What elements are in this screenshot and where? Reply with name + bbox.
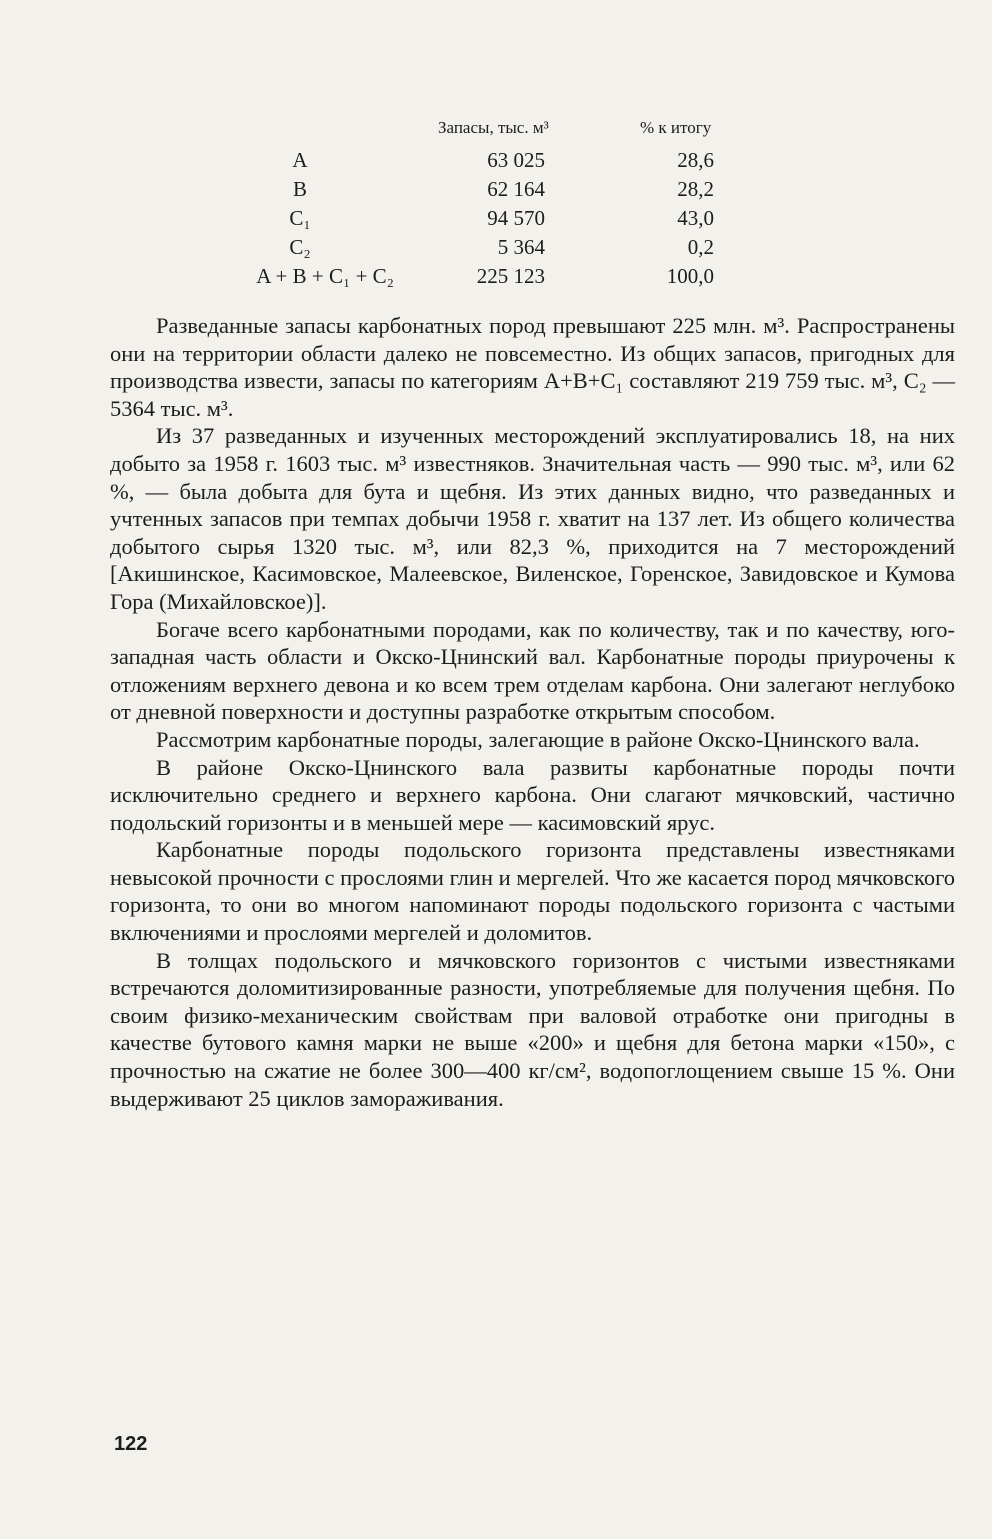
body-text xyxy=(110,312,955,1112)
percent-cell: 100,0 xyxy=(666,264,714,288)
paragraph: В районе Окско-Цнинского вала развиты карбонатные породы почти исключительно среднего и верхнего карбона. Они слагают мячковский, частично подольский горизонты и в меньшей мере — касимовский ярус. xyxy=(110,754,955,835)
paragraph: Богаче всего карбонатными породами, как по количеству, так и по качеству, юго-западная часть области и Окско-Цнинский вал. Карбонатные породы приурочены к отложениям верхнего девона и ко всем трем отделам карбона. Они залегают неглубоко от дневной поверхности и доступны разработке открытым способом. xyxy=(110,616,955,725)
percent-cell: 0,2 xyxy=(687,235,714,259)
reserves-cell: 225 123 xyxy=(476,264,545,288)
percent-cell: 28,6 xyxy=(677,148,714,172)
reserves-cell: 63 025 xyxy=(487,148,545,172)
page-number: 122 xyxy=(114,1433,148,1455)
category-cell: C₂ xyxy=(289,235,311,259)
reserves-cell: 62 164 xyxy=(487,177,545,201)
category-cell: A + B + C₁ + C₂ xyxy=(256,264,394,288)
percent-cell: 28,2 xyxy=(677,177,714,201)
paragraph: В толщах подольского и мячковского горизонтов с чистыми известняками встречаются доломитизированные разности, употребляемые для получения щебня. По своим физико-механическим свойствам при валовой отработке они пригодны в качестве бутового камня марки не выше «200» и щебня для бетона марки «150», с прочностью на сжатие не более 300—400 кг/см², водопоглощением свыше 15 %. Они выдерживают 25 циклов замораживания. xyxy=(110,947,955,1111)
category-cell: B xyxy=(292,177,307,201)
column-header-percent: % к итогу xyxy=(640,118,712,137)
paragraph: Из 37 разведанных и изученных месторождений эксплуатировались 18, на них добыто за 1958 г. 1603 тыс. м³ известняков. Значительная часть — 990 тыс. м³, или 62 %, — была добыта для бута и щебня. Из этих данных видно, что разведанных и учтенных запасов при темпах добычи 1958 г. хватит на 137 лет. Из общего количества добытого сырья 1320 тыс. м³, или 82,3 %, приходится на 7 месторождений [Акишинское, Касимовское, Малеевское, Виленское, Горенское, Завидовское и Кумова Гора (Михайловское)]. xyxy=(110,423,955,614)
category-cell: A xyxy=(292,148,308,172)
table-row xyxy=(0,235,992,264)
table-row xyxy=(0,177,992,206)
category-cell: C₁ xyxy=(289,206,311,230)
paragraph: Разведанные запасы карбонатных пород превышают 225 млн. м³. Распространены они на территории области далеко не повсеместно. Из общих запасов, пригодных для производства извести, запасы по категориям А+В+С₁ составляют 219 759 тыс. м³, С₂ — 5364 тыс. м³. xyxy=(110,313,955,421)
reserves-cell: 94 570 xyxy=(487,206,545,230)
table-row xyxy=(0,148,992,177)
table-row-total xyxy=(0,264,992,293)
paragraph: Рассмотрим карбонатные породы, залегающие в районе Окско-Цнинского вала. xyxy=(156,726,920,752)
table-row xyxy=(0,206,992,235)
column-header-reserves: Запасы, тыс. м³ xyxy=(438,118,549,137)
paragraph: Карбонатные породы подольского горизонта представлены известняками невысокой прочности с прослоями глин и мергелей. Что же касается пород мячковского горизонта, то они во многом напоминают породы подольского горизонта с частыми включениями и прослоями мергелей и доломитов. xyxy=(110,837,955,946)
reserves-cell: 5 364 xyxy=(497,235,545,259)
percent-cell: 43,0 xyxy=(677,206,714,230)
